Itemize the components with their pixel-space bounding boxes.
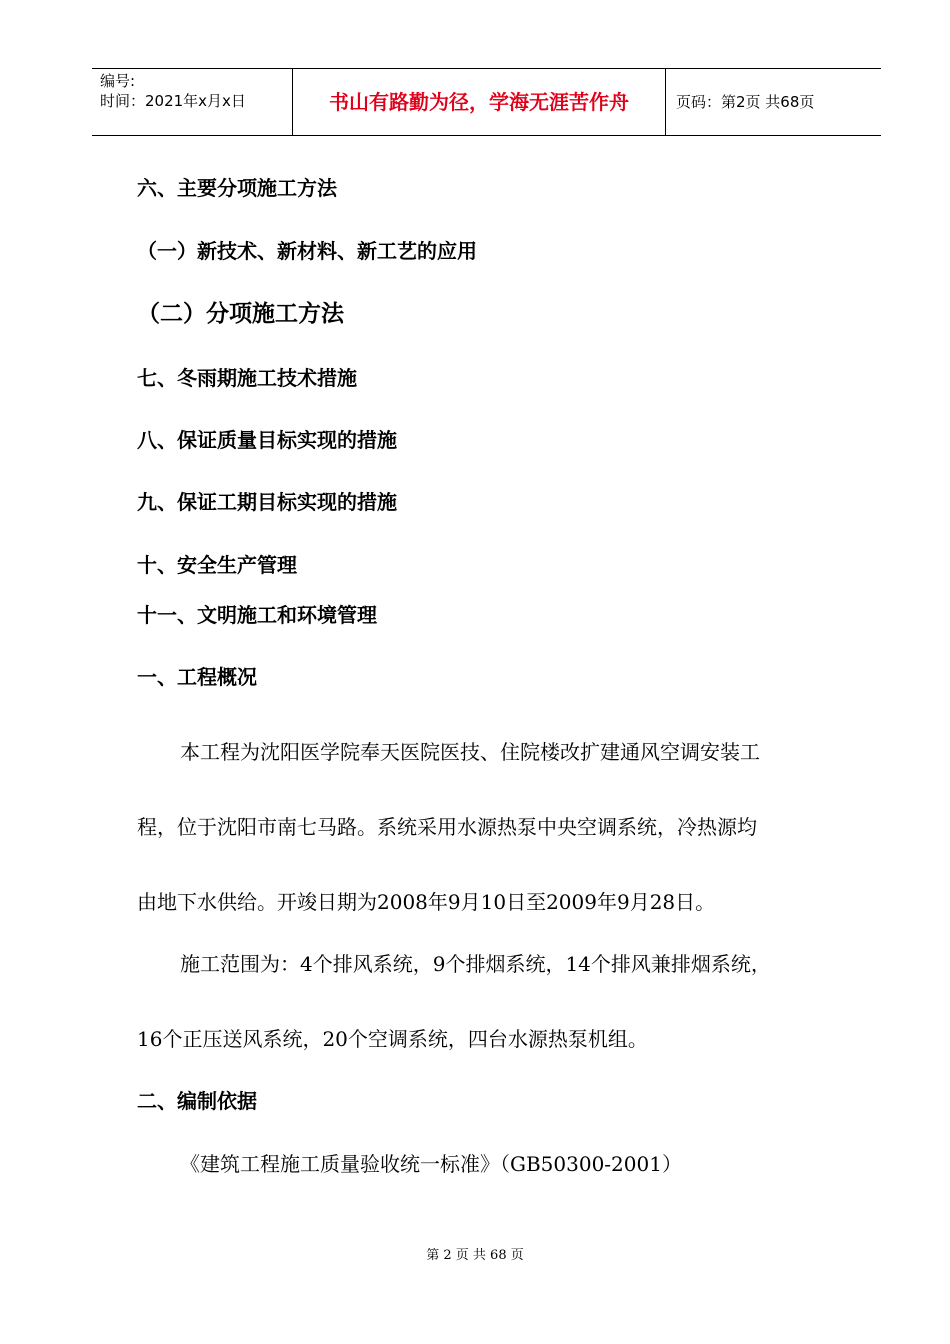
page-footer: 第 2 页 共 68 页 xyxy=(426,1248,524,1263)
toc-item-7: 七、冬雨期施工技术措施 xyxy=(137,366,357,390)
toc-item-6-1: （一）新技术、新材料、新工艺的应用 xyxy=(137,239,477,263)
code-label: 编号: xyxy=(100,72,136,90)
time-label: 时间：2021年x月x日 xyxy=(100,92,246,110)
section-1-para-1-line-3: 由地下水供给。开竣日期为2008年9月10日至2009年9月28日。 xyxy=(137,890,716,914)
section-1-title: 一、工程概况 xyxy=(137,665,257,689)
section-1-para-1-line-1: 本工程为沈阳医学院奉天医院医技、住院楼改扩建通风空调安装工 xyxy=(180,740,760,764)
header-motto: 书山有路勤为径，学海无涯苦作舟 xyxy=(293,69,666,135)
toc-item-6-2: （二）分项施工方法 xyxy=(137,301,344,327)
toc-item-9: 九、保证工期目标实现的措施 xyxy=(137,490,397,514)
toc-item-11: 十一、文明施工和环境管理 xyxy=(137,603,377,627)
header-meta xyxy=(92,69,293,135)
section-1-para-2-line-1: 施工范围为：4个排风系统，9个排烟系统，14个排风兼排烟系统， xyxy=(180,952,771,976)
section-2-para-1: 《建筑工程施工质量验收统一标准》（GB50300-2001） xyxy=(180,1152,682,1176)
section-1-para-2-line-2: 16个正压送风系统，20个空调系统，四台水源热泵机组。 xyxy=(137,1027,648,1051)
header-page-info: 页码：第2页 共68页 xyxy=(676,93,815,111)
page-header xyxy=(92,68,881,136)
section-2-title: 二、编制依据 xyxy=(137,1089,257,1113)
toc-item-6: 六、主要分项施工方法 xyxy=(137,176,337,200)
section-1-para-1-line-2: 程，位于沈阳市南七马路。系统采用水源热泵中央空调系统，冷热源均 xyxy=(137,815,757,839)
toc-item-10: 十、安全生产管理 xyxy=(137,553,297,577)
toc-item-8: 八、保证质量目标实现的措施 xyxy=(137,428,397,452)
